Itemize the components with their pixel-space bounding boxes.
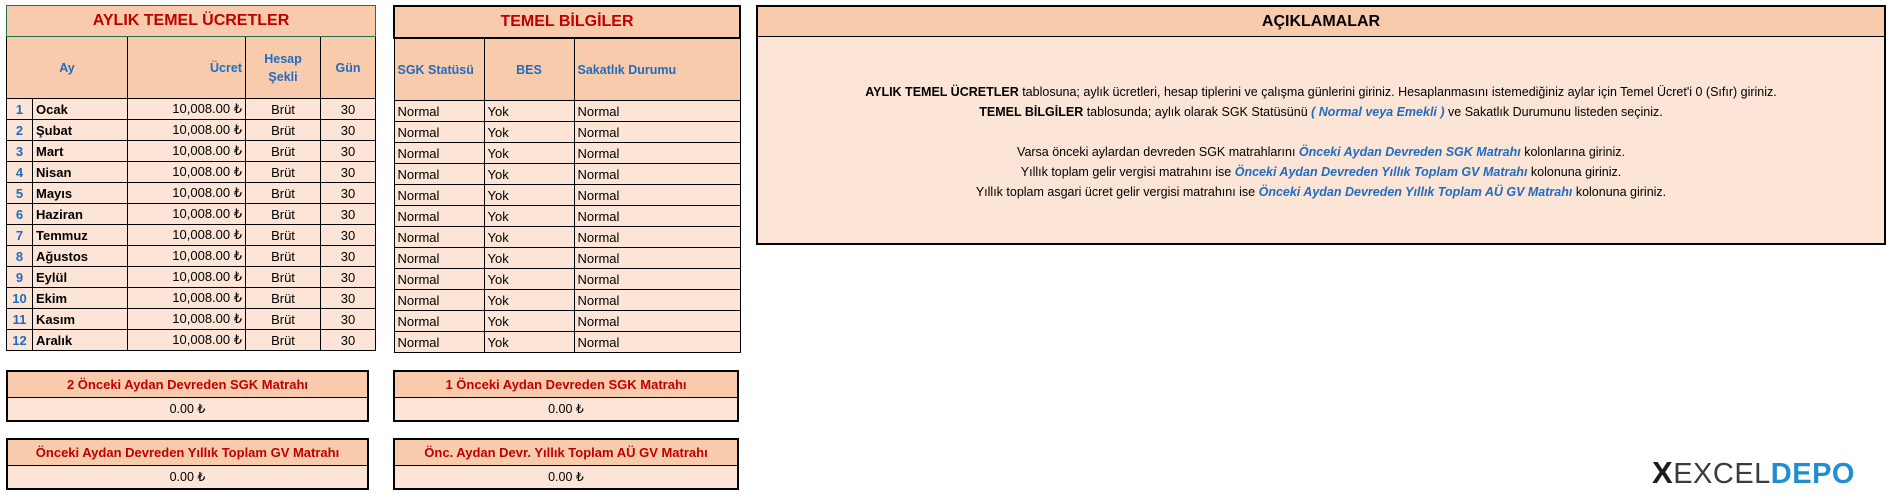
wage-row <box>7 162 376 183</box>
basic-info-row <box>394 332 740 353</box>
month-cell[interactable]: Temmuz <box>33 225 128 246</box>
disability-cell[interactable]: Normal <box>574 122 740 143</box>
basic-info-row <box>394 269 740 290</box>
basic-info-title[interactable]: TEMEL BİLGİLER <box>394 6 740 38</box>
basic-info-row <box>394 248 740 269</box>
row-number: 6 <box>7 204 33 225</box>
wage-cell[interactable]: 10,008.00 ₺ <box>128 309 246 330</box>
days-cell[interactable]: 30 <box>321 225 376 246</box>
sgk-carryover-1-label: 1 Önceki Aydan Devreden SGK Matrahı <box>395 372 737 398</box>
wage-cell[interactable]: 10,008.00 ₺ <box>128 267 246 288</box>
row-number: 11 <box>7 309 33 330</box>
calc-type-cell[interactable]: Brüt <box>246 267 321 288</box>
bes-cell[interactable]: Yok <box>484 185 574 206</box>
sgk-status-cell[interactable]: Normal <box>394 206 484 227</box>
column-header-days[interactable]: Gün <box>321 37 376 99</box>
month-cell[interactable]: Aralık <box>33 330 128 351</box>
wage-row <box>7 225 376 246</box>
au-gv-carryover-label: Önc. Aydan Devr. Yıllık Toplam AÜ GV Matrahı <box>395 440 737 466</box>
disability-cell[interactable]: Normal <box>574 101 740 122</box>
sgk-carryover-1-input[interactable]: 0.00 ₺ <box>395 398 737 420</box>
explanation-line-1: AYLIK TEMEL ÜCRETLER tablosuna; aylık ücretleri, hesap tiplerini ve çalışma günlerini giriniz. Hesaplanmasını istemediğiniz aylar için Temel Ücret'i 0 (Sıfır) giriniz. <box>865 85 1777 99</box>
days-cell[interactable]: 30 <box>321 330 376 351</box>
calc-type-cell[interactable]: Brüt <box>246 183 321 204</box>
bes-cell[interactable]: Yok <box>484 164 574 185</box>
disability-cell[interactable]: Normal <box>574 143 740 164</box>
calc-type-cell[interactable]: Brüt <box>246 204 321 225</box>
sgk-status-cell[interactable]: Normal <box>394 164 484 185</box>
row-number: 1 <box>7 99 33 120</box>
disability-cell[interactable]: Normal <box>574 269 740 290</box>
days-cell[interactable]: 30 <box>321 267 376 288</box>
wage-cell[interactable]: 10,008.00 ₺ <box>128 288 246 309</box>
disability-cell[interactable]: Normal <box>574 311 740 332</box>
basic-info-row <box>394 311 740 332</box>
wage-cell[interactable]: 10,008.00 ₺ <box>128 204 246 225</box>
calc-type-cell[interactable]: Brüt <box>246 225 321 246</box>
basic-info-table <box>393 5 741 353</box>
basic-info-row <box>394 290 740 311</box>
days-cell[interactable]: 30 <box>321 141 376 162</box>
days-cell[interactable]: 30 <box>321 162 376 183</box>
days-cell[interactable]: 30 <box>321 120 376 141</box>
explanations-title: AÇIKLAMALAR <box>758 7 1884 37</box>
days-cell[interactable]: 30 <box>321 204 376 225</box>
month-cell[interactable]: Mart <box>33 141 128 162</box>
days-cell[interactable]: 30 <box>321 183 376 204</box>
column-header-bes[interactable]: BES <box>484 38 574 101</box>
calc-type-cell[interactable]: Brüt <box>246 288 321 309</box>
calc-type-cell[interactable]: Brüt <box>246 120 321 141</box>
wage-cell[interactable]: 10,008.00 ₺ <box>128 246 246 267</box>
sgk-status-cell[interactable]: Normal <box>394 269 484 290</box>
sgk-status-cell[interactable]: Normal <box>394 101 484 122</box>
sgk-carryover-2-input[interactable]: 0.00 ₺ <box>8 398 367 420</box>
exceldepo-logo: XEXCELDEPO <box>1652 455 1855 490</box>
month-cell[interactable]: Nisan <box>33 162 128 183</box>
gv-carryover-box <box>6 438 369 490</box>
disability-cell[interactable]: Normal <box>574 185 740 206</box>
row-number: 2 <box>7 120 33 141</box>
month-cell[interactable]: Şubat <box>33 120 128 141</box>
explanation-line-4: Yıllık toplam gelir vergisi matrahını ise Önceki Aydan Devreden Yıllık Toplam GV Matrahı kolonuna giriniz. <box>1020 165 1622 179</box>
row-number: 3 <box>7 141 33 162</box>
basic-info-row <box>394 227 740 248</box>
bes-cell[interactable]: Yok <box>484 206 574 227</box>
explanation-line-3: Varsa önceki aylardan devreden SGK matrahlarını Önceki Aydan Devreden SGK Matrahı kolonlarına giriniz. <box>1017 145 1625 159</box>
wage-cell[interactable]: 10,008.00 ₺ <box>128 330 246 351</box>
calc-type-cell[interactable]: Brüt <box>246 141 321 162</box>
monthly-wages-table-wrapper <box>6 5 376 351</box>
wage-row <box>7 120 376 141</box>
basic-info-table-wrapper <box>393 5 741 353</box>
sgk-status-cell[interactable]: Normal <box>394 311 484 332</box>
calc-type-cell[interactable]: Brüt <box>246 330 321 351</box>
row-number: 8 <box>7 246 33 267</box>
disability-cell[interactable]: Normal <box>574 164 740 185</box>
row-number: 12 <box>7 330 33 351</box>
basic-info-row <box>394 185 740 206</box>
logo-x-icon: X <box>1652 455 1674 490</box>
disability-cell[interactable]: Normal <box>574 290 740 311</box>
explanations-panel <box>756 5 1886 245</box>
wage-row <box>7 288 376 309</box>
days-cell[interactable]: 30 <box>321 288 376 309</box>
sgk-status-cell[interactable]: Normal <box>394 227 484 248</box>
row-number: 10 <box>7 288 33 309</box>
wage-cell[interactable]: 10,008.00 ₺ <box>128 225 246 246</box>
basic-info-row <box>394 143 740 164</box>
column-header-disability[interactable]: Sakatlık Durumu <box>574 38 740 101</box>
sgk-status-cell[interactable]: Normal <box>394 248 484 269</box>
disability-cell[interactable]: Normal <box>574 248 740 269</box>
wage-cell[interactable]: 10,008.00 ₺ <box>128 141 246 162</box>
month-cell[interactable]: Ağustos <box>33 246 128 267</box>
sgk-status-cell[interactable]: Normal <box>394 290 484 311</box>
bes-cell[interactable]: Yok <box>484 227 574 248</box>
basic-info-row <box>394 206 740 227</box>
column-header-wage[interactable]: Ücret <box>128 37 246 99</box>
month-cell[interactable]: Kasım <box>33 309 128 330</box>
row-number: 7 <box>7 225 33 246</box>
month-cell[interactable]: Mayıs <box>33 183 128 204</box>
days-cell[interactable]: 30 <box>321 99 376 120</box>
row-number: 9 <box>7 267 33 288</box>
disability-cell[interactable]: Normal <box>574 227 740 248</box>
disability-cell[interactable]: Normal <box>574 206 740 227</box>
gv-carryover-label: Önceki Aydan Devreden Yıllık Toplam GV Matrahı <box>8 440 367 466</box>
explanation-line-2: TEMEL BİLGİLER tablosunda; aylık olarak SGK Statüsünü ( Normal veya Emekli ) ve Sakatlık Durumunu listeden seçiniz. <box>979 105 1663 119</box>
column-header-month[interactable]: Ay <box>7 37 128 99</box>
bes-cell[interactable]: Yok <box>484 311 574 332</box>
days-cell[interactable]: 30 <box>321 246 376 267</box>
bes-cell[interactable]: Yok <box>484 101 574 122</box>
sgk-status-cell[interactable]: Normal <box>394 143 484 164</box>
month-cell[interactable]: Haziran <box>33 204 128 225</box>
wage-row <box>7 99 376 120</box>
sgk-carryover-2-label: 2 Önceki Aydan Devreden SGK Matrahı <box>8 372 367 398</box>
sgk-carryover-1-box <box>393 370 739 422</box>
basic-info-row <box>394 164 740 185</box>
month-cell[interactable]: Ocak <box>33 99 128 120</box>
wage-cell[interactable]: 10,008.00 ₺ <box>128 183 246 204</box>
column-header-sgk-status[interactable]: SGK Statüsü <box>394 38 484 101</box>
wage-row <box>7 246 376 267</box>
gv-carryover-input[interactable]: 0.00 ₺ <box>8 466 367 488</box>
calc-type-cell[interactable]: Brüt <box>246 162 321 183</box>
au-gv-carryover-box <box>393 438 739 490</box>
bes-cell[interactable]: Yok <box>484 248 574 269</box>
calc-type-cell[interactable]: Brüt <box>246 246 321 267</box>
bes-cell[interactable]: Yok <box>484 269 574 290</box>
basic-info-row <box>394 101 740 122</box>
column-header-calc-type[interactable]: Hesap Şekli <box>246 37 321 99</box>
row-number: 4 <box>7 162 33 183</box>
row-number: 5 <box>7 183 33 204</box>
sgk-status-cell[interactable]: Normal <box>394 185 484 206</box>
sgk-carryover-2-box <box>6 370 369 422</box>
calc-type-cell[interactable]: Brüt <box>246 99 321 120</box>
basic-info-row <box>394 122 740 143</box>
calc-type-cell[interactable]: Brüt <box>246 309 321 330</box>
month-cell[interactable]: Ekim <box>33 288 128 309</box>
wage-row <box>7 330 376 351</box>
monthly-wages-table <box>6 5 376 351</box>
explanations-body <box>758 37 1884 202</box>
au-gv-carryover-input[interactable]: 0.00 ₺ <box>395 466 737 488</box>
wage-cell[interactable]: 10,008.00 ₺ <box>128 162 246 183</box>
wage-row <box>7 141 376 162</box>
bes-cell[interactable]: Yok <box>484 290 574 311</box>
monthly-wages-title[interactable]: AYLIK TEMEL ÜCRETLER <box>7 6 376 37</box>
wage-row <box>7 204 376 225</box>
disability-cell[interactable]: Normal <box>574 332 740 353</box>
bes-cell[interactable]: Yok <box>484 143 574 164</box>
days-cell[interactable]: 30 <box>321 309 376 330</box>
sgk-status-cell[interactable]: Normal <box>394 332 484 353</box>
sgk-status-cell[interactable]: Normal <box>394 122 484 143</box>
wage-row <box>7 309 376 330</box>
bes-cell[interactable]: Yok <box>484 122 574 143</box>
wage-cell[interactable]: 10,008.00 ₺ <box>128 120 246 141</box>
explanation-line-5: Yıllık toplam asgari ücret gelir vergisi matrahını ise Önceki Aydan Devreden Yıllık Toplam AÜ GV Matrahı kolonuna giriniz. <box>975 185 1667 199</box>
month-cell[interactable]: Eylül <box>33 267 128 288</box>
bes-cell[interactable]: Yok <box>484 332 574 353</box>
wage-row <box>7 267 376 288</box>
wage-row <box>7 183 376 204</box>
wage-cell[interactable]: 10,008.00 ₺ <box>128 99 246 120</box>
